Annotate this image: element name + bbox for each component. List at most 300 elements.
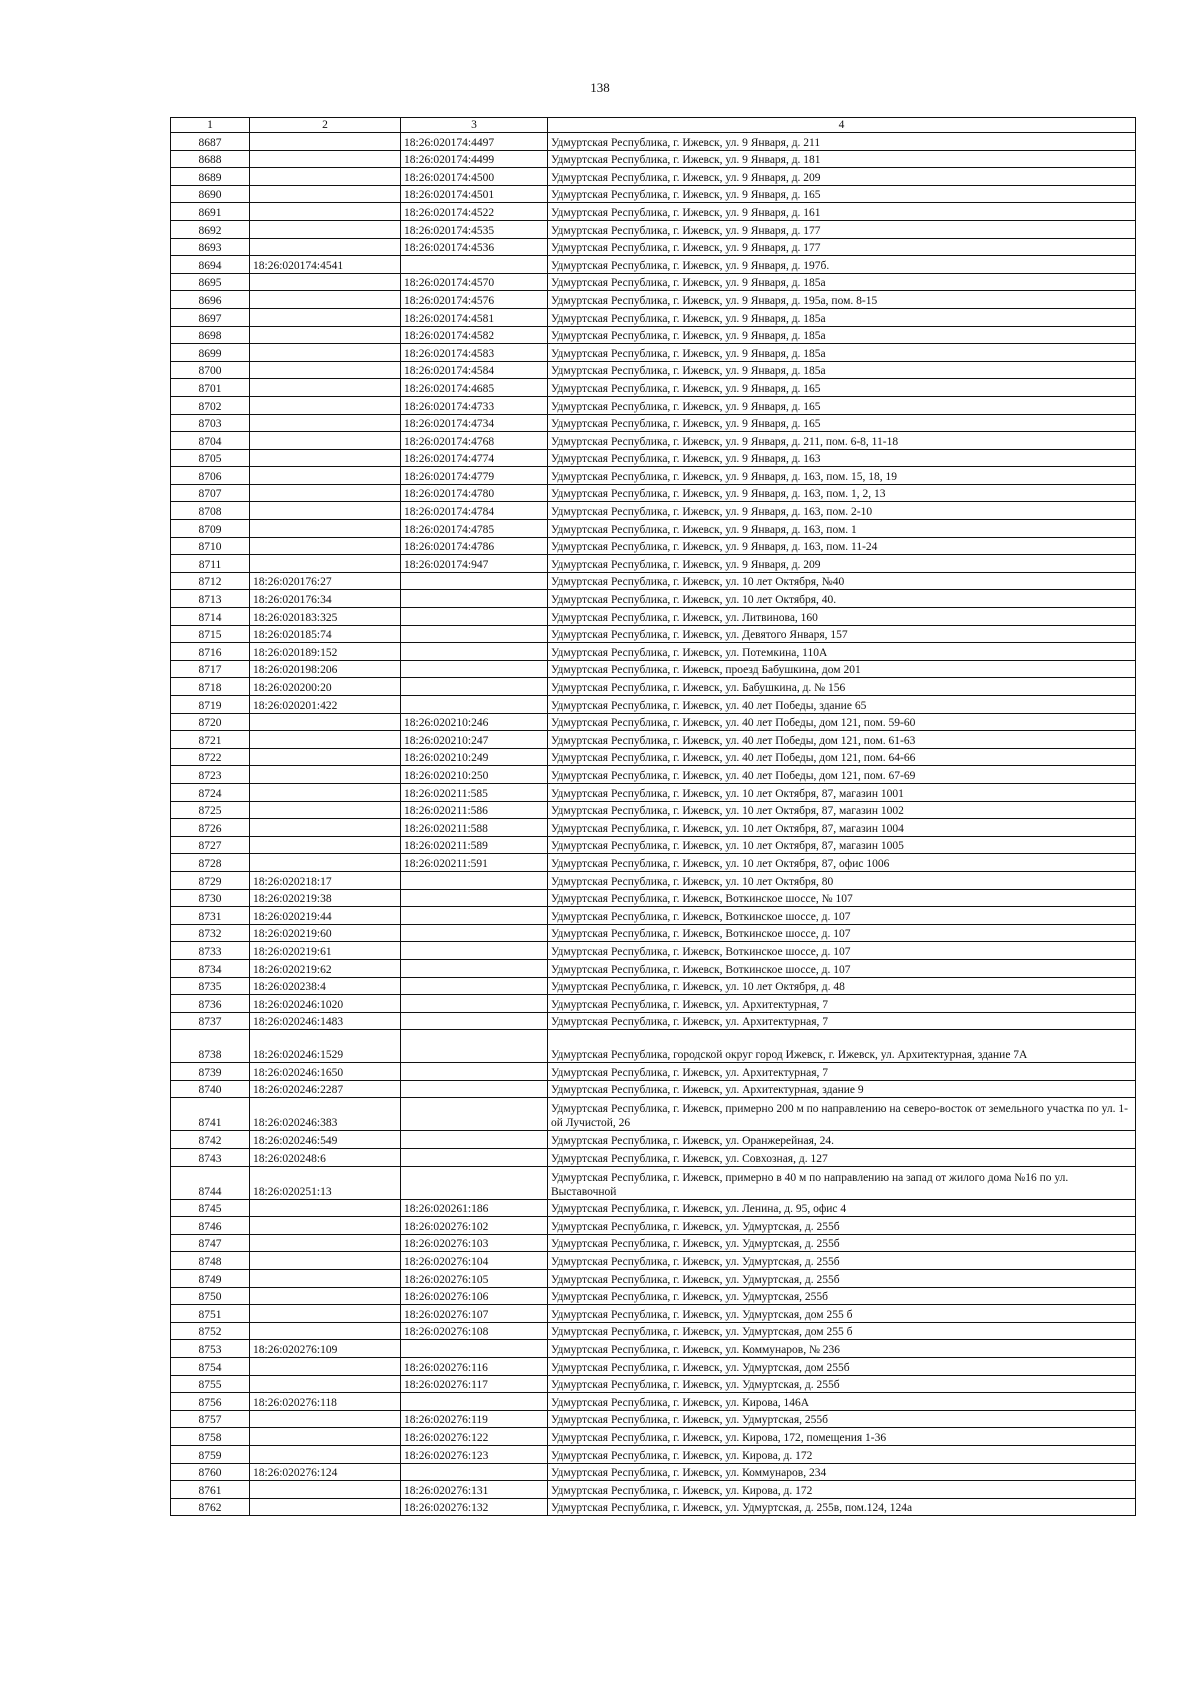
table-row [171,660,1136,678]
row-number-cell: 8747 [171,1234,250,1252]
cadastral-number-col2-cell: 18:26:020251:13 [250,1166,401,1199]
header-col-1: 1 [171,118,250,133]
cadastral-number-col2-cell [250,326,401,344]
address-cell: Удмуртская Республика, г. Ижевск, Воткинское шоссе, д. 107 [548,942,1136,960]
cadastral-number-col2-cell [250,766,401,784]
address-cell: Удмуртская Республика, г. Ижевск, ул. Удмуртская, дом 255 б [548,1305,1136,1323]
table-row [171,396,1136,414]
row-number-cell: 8754 [171,1358,250,1376]
address-cell: Удмуртская Республика, г. Ижевск, Воткинское шоссе, д. 107 [548,907,1136,925]
cadastral-number-col3-cell: 18:26:020261:186 [401,1199,548,1217]
cadastral-number-col3-cell: 18:26:020211:588 [401,819,548,837]
cadastral-number-col2-cell [250,396,401,414]
table-row [171,1463,1136,1481]
cadastral-number-col3-cell: 18:26:020210:250 [401,766,548,784]
address-cell: Удмуртская Республика, г. Ижевск, ул. 9 Января, д. 165 [548,414,1136,432]
cadastral-number-col3-cell: 18:26:020174:4582 [401,326,548,344]
table-row [171,1252,1136,1270]
row-number-cell: 8752 [171,1322,250,1340]
row-number-cell: 8745 [171,1199,250,1217]
cadastral-number-col3-cell: 18:26:020174:4581 [401,308,548,326]
cadastral-number-col3-cell: 18:26:020174:4786 [401,537,548,555]
table-row [171,344,1136,362]
row-number-cell: 8715 [171,625,250,643]
table-row [171,1305,1136,1323]
address-cell: Удмуртская Республика, г. Ижевск, проезд Бабушкина, дом 201 [548,660,1136,678]
table-row [171,713,1136,731]
table-row [171,1063,1136,1081]
cadastral-number-col2-cell: 18:26:020248:6 [250,1149,401,1167]
address-cell: Удмуртская Республика, г. Ижевск, ул. 10 лет Октября, 87, магазин 1001 [548,783,1136,801]
address-cell: Удмуртская Республика, г. Ижевск, ул. 9 Января, д. 211 [548,133,1136,151]
cadastral-number-col3-cell [401,572,548,590]
address-cell: Удмуртская Республика, г. Ижевск, ул. 10 лет Октября, 87, магазин 1004 [548,819,1136,837]
table-row [171,520,1136,538]
table-row [171,1340,1136,1358]
table-row [171,924,1136,942]
table-row [171,1322,1136,1340]
cadastral-number-col3-cell [401,924,548,942]
cadastral-number-col3-cell: 18:26:020211:589 [401,836,548,854]
row-number-cell: 8738 [171,1030,250,1063]
row-number-cell: 8706 [171,467,250,485]
table-row [171,238,1136,256]
cadastral-number-col3-cell: 18:26:020174:4570 [401,273,548,291]
row-number-cell: 8743 [171,1149,250,1167]
table-row [171,959,1136,977]
cadastral-number-col2-cell: 18:26:020219:38 [250,889,401,907]
header-col-3: 3 [401,118,548,133]
table-row [171,484,1136,502]
cadastral-number-col2-cell [250,291,401,309]
cadastral-number-col2-cell [250,220,401,238]
cadastral-number-col3-cell [401,977,548,995]
address-cell: Удмуртская Республика, г. Ижевск, ул. Литвинова, 160 [548,608,1136,626]
cadastral-number-col3-cell: 18:26:020174:4535 [401,220,548,238]
cadastral-number-col2-cell [250,168,401,186]
cadastral-number-col3-cell: 18:26:020210:247 [401,731,548,749]
cadastral-number-col2-cell: 18:26:020246:383 [250,1098,401,1131]
table-row [171,766,1136,784]
cadastral-number-col3-cell: 18:26:020174:4499 [401,150,548,168]
row-number-cell: 8758 [171,1428,250,1446]
row-number-cell: 8711 [171,555,250,573]
address-cell: Удмуртская Республика, г. Ижевск, примерно 200 м по направлению на северо-восток от земельного участка по ул. 1-ой Лучистой, 26 [548,1098,1136,1131]
row-number-cell: 8703 [171,414,250,432]
address-cell: Удмуртская Республика, г. Ижевск, ул. Удмуртская, д. 255б [548,1217,1136,1235]
address-cell: Удмуртская Республика, г. Ижевск, ул. 9 Января, д. 181 [548,150,1136,168]
cadastral-number-col3-cell [401,995,548,1013]
row-number-cell: 8749 [171,1270,250,1288]
table-row [171,1270,1136,1288]
address-cell: Удмуртская Республика, г. Ижевск, Воткинское шоссе, д. 107 [548,924,1136,942]
cadastral-number-col3-cell: 18:26:020174:4785 [401,520,548,538]
row-number-cell: 8760 [171,1463,250,1481]
header-col-4: 4 [548,118,1136,133]
cadastral-number-col2-cell [250,783,401,801]
cadastral-number-col2-cell [250,1217,401,1235]
row-number-cell: 8698 [171,326,250,344]
cadastral-number-col2-cell [250,502,401,520]
cadastral-number-col2-cell [250,432,401,450]
cadastral-number-col3-cell [401,942,548,960]
address-cell: Удмуртская Республика, г. Ижевск, ул. 40 лет Победы, дом 121, пом. 64-66 [548,748,1136,766]
cadastral-number-col3-cell: 18:26:020174:4784 [401,502,548,520]
row-number-cell: 8742 [171,1131,250,1149]
row-number-cell: 8725 [171,801,250,819]
table-row [171,467,1136,485]
table-row [171,783,1136,801]
table-row [171,625,1136,643]
table-row [171,203,1136,221]
cadastral-number-col2-cell [250,1481,401,1499]
row-number-cell: 8733 [171,942,250,960]
cadastral-number-col3-cell [401,256,548,274]
cadastral-number-col2-cell [250,1445,401,1463]
cadastral-number-col3-cell [401,871,548,889]
address-cell: Удмуртская Республика, г. Ижевск, ул. 40 лет Победы, дом 121, пом. 61-63 [548,731,1136,749]
table-row [171,1234,1136,1252]
table-row [171,889,1136,907]
cadastral-number-col3-cell [401,1149,548,1167]
cadastral-number-col3-cell: 18:26:020276:107 [401,1305,548,1323]
cadastral-number-col3-cell: 18:26:020276:104 [401,1252,548,1270]
cadastral-number-col3-cell: 18:26:020211:585 [401,783,548,801]
cadastral-number-col3-cell: 18:26:020276:123 [401,1445,548,1463]
row-number-cell: 8724 [171,783,250,801]
cadastral-number-col2-cell [250,836,401,854]
address-cell: Удмуртская Республика, г. Ижевск, ул. Коммунаров, 234 [548,1463,1136,1481]
row-number-cell: 8691 [171,203,250,221]
cadastral-number-col3-cell: 18:26:020174:4779 [401,467,548,485]
row-number-cell: 8697 [171,308,250,326]
cadastral-number-col2-cell [250,801,401,819]
cadastral-number-col3-cell: 18:26:020276:122 [401,1428,548,1446]
cadastral-number-col3-cell: 18:26:020276:116 [401,1358,548,1376]
cadastral-number-col3-cell [401,1131,548,1149]
address-cell: Удмуртская Республика, г. Ижевск, ул. 9 Января, д. 163, пом. 2-10 [548,502,1136,520]
address-cell: Удмуртская Республика, г. Ижевск, ул. 9 Января, д. 195а, пом. 8-15 [548,291,1136,309]
row-number-cell: 8723 [171,766,250,784]
cadastral-number-col2-cell [250,520,401,538]
row-number-cell: 8696 [171,291,250,309]
table-body [171,133,1136,1516]
row-number-cell: 8735 [171,977,250,995]
row-number-cell: 8702 [171,396,250,414]
row-number-cell: 8700 [171,361,250,379]
address-cell: Удмуртская Республика, г. Ижевск, ул. 10 лет Октября, 80 [548,871,1136,889]
table-row [171,1445,1136,1463]
row-number-cell: 8708 [171,502,250,520]
table-row [171,326,1136,344]
address-cell: Удмуртская Республика, г. Ижевск, ул. 9 Января, д. 197б. [548,256,1136,274]
row-number-cell: 8687 [171,133,250,151]
cadastral-number-col2-cell: 18:26:020246:1483 [250,1012,401,1030]
cadastral-number-col2-cell [250,1322,401,1340]
address-cell: Удмуртская Республика, г. Ижевск, ул. 40 лет Победы, дом 121, пом. 67-69 [548,766,1136,784]
table-row [171,1428,1136,1446]
address-cell: Удмуртская Республика, г. Ижевск, ул. Удмуртская, 255б [548,1287,1136,1305]
cadastral-number-col2-cell [250,133,401,151]
table-row [171,748,1136,766]
cadastral-number-col2-cell [250,150,401,168]
row-number-cell: 8722 [171,748,250,766]
table-row [171,1375,1136,1393]
table-row [171,1393,1136,1411]
table-row [171,1358,1136,1376]
cadastral-number-col2-cell [250,1358,401,1376]
cadastral-number-col3-cell [401,696,548,714]
table-row [171,256,1136,274]
row-number-cell: 8730 [171,889,250,907]
address-cell: Удмуртская Республика, г. Ижевск, ул. 40 лет Победы, дом 121, пом. 59-60 [548,713,1136,731]
cadastral-number-col2-cell: 18:26:020189:152 [250,643,401,661]
cadastral-number-col2-cell [250,1252,401,1270]
cadastral-number-col2-cell: 18:26:020276:109 [250,1340,401,1358]
cadastral-number-col2-cell [250,379,401,397]
row-number-cell: 8744 [171,1166,250,1199]
table-row [171,1217,1136,1235]
address-cell: Удмуртская Республика, г. Ижевск, ул. 9 Января, д. 163, пом. 15, 18, 19 [548,467,1136,485]
row-number-cell: 8737 [171,1012,250,1030]
cadastral-number-col3-cell: 18:26:020174:947 [401,555,548,573]
address-cell: Удмуртская Республика, г. Ижевск, ул. 9 Января, д. 165 [548,185,1136,203]
cadastral-number-col2-cell [250,1234,401,1252]
address-cell: Удмуртская Республика, г. Ижевск, ул. 9 Января, д. 163, пом. 1 [548,520,1136,538]
address-cell: Удмуртская Республика, г. Ижевск, ул. Архитектурная, 7 [548,1063,1136,1081]
row-number-cell: 8748 [171,1252,250,1270]
row-number-cell: 8718 [171,678,250,696]
cadastral-number-col2-cell: 18:26:020176:34 [250,590,401,608]
cadastral-number-col2-cell [250,1410,401,1428]
table-row [171,449,1136,467]
cadastral-number-col2-cell [250,748,401,766]
cadastral-number-col3-cell: 18:26:020174:4501 [401,185,548,203]
address-cell: Удмуртская Республика, г. Ижевск, Воткинское шоссе, № 107 [548,889,1136,907]
row-number-cell: 8701 [171,379,250,397]
cadastral-number-col3-cell: 18:26:020211:591 [401,854,548,872]
table-row [171,291,1136,309]
cadastral-number-col3-cell [401,1063,548,1081]
table-row [171,731,1136,749]
address-cell: Удмуртская Республика, г. Ижевск, ул. Бабушкина, д. № 156 [548,678,1136,696]
table-row [171,414,1136,432]
cadastral-number-col3-cell: 18:26:020276:132 [401,1498,548,1516]
table-row [171,1498,1136,1516]
row-number-cell: 8714 [171,608,250,626]
cadastral-number-col2-cell: 18:26:020219:44 [250,907,401,925]
cadastral-number-col3-cell [401,1030,548,1063]
cadastral-number-col3-cell [401,625,548,643]
cadastral-number-col3-cell: 18:26:020174:4500 [401,168,548,186]
address-cell: Удмуртская Республика, г. Ижевск, ул. 10 лет Октября, 87, офис 1006 [548,854,1136,872]
table-row [171,1131,1136,1149]
row-number-cell: 8710 [171,537,250,555]
cadastral-number-col3-cell: 18:26:020174:4522 [401,203,548,221]
row-number-cell: 8755 [171,1375,250,1393]
table-row [171,1098,1136,1131]
address-cell: Удмуртская Республика, г. Ижевск, ул. Удмуртская, д. 255в, пом.124, 124а [548,1498,1136,1516]
row-number-cell: 8750 [171,1287,250,1305]
cadastral-number-col2-cell [250,1199,401,1217]
address-cell: Удмуртская Республика, г. Ижевск, ул. 9 Января, д. 185а [548,361,1136,379]
row-number-cell: 8731 [171,907,250,925]
cadastral-number-col3-cell [401,889,548,907]
cadastral-number-col2-cell: 18:26:020185:74 [250,625,401,643]
cadastral-number-col2-cell [250,1270,401,1288]
cadastral-number-col3-cell: 18:26:020174:4497 [401,133,548,151]
cadastral-number-col3-cell [401,678,548,696]
cadastral-number-col3-cell: 18:26:020174:4583 [401,344,548,362]
cadastral-number-col3-cell: 18:26:020174:4774 [401,449,548,467]
table-row [171,608,1136,626]
cadastral-number-col2-cell: 18:26:020174:4541 [250,256,401,274]
table-row [171,801,1136,819]
address-cell: Удмуртская Республика, г. Ижевск, ул. 10 лет Октября, №40 [548,572,1136,590]
table-row [171,150,1136,168]
cadastral-number-col3-cell [401,660,548,678]
address-cell: Удмуртская Республика, г. Ижевск, ул. Архитектурная, 7 [548,995,1136,1013]
table-row [171,502,1136,520]
cadastral-number-col3-cell [401,1098,548,1131]
row-number-cell: 8709 [171,520,250,538]
address-cell: Удмуртская Республика, г. Ижевск, ул. Ленина, д. 95, офис 4 [548,1199,1136,1217]
cadastral-number-col2-cell [250,414,401,432]
table-row [171,1149,1136,1167]
cadastral-number-col3-cell: 18:26:020174:4733 [401,396,548,414]
cadastral-number-col2-cell: 18:26:020201:422 [250,696,401,714]
cadastral-number-col2-cell [250,449,401,467]
row-number-cell: 8719 [171,696,250,714]
cadastral-number-col3-cell [401,643,548,661]
address-cell: Удмуртская Республика, г. Ижевск, ул. 9 Января, д. 165 [548,396,1136,414]
address-cell: Удмуртская Республика, г. Ижевск, ул. 9 Января, д. 163 [548,449,1136,467]
row-number-cell: 8736 [171,995,250,1013]
row-number-cell: 8717 [171,660,250,678]
cadastral-number-col2-cell: 18:26:020219:60 [250,924,401,942]
cadastral-number-col3-cell: 18:26:020210:246 [401,713,548,731]
row-number-cell: 8704 [171,432,250,450]
row-number-cell: 8705 [171,449,250,467]
cadastral-number-col2-cell [250,555,401,573]
cadastral-number-col2-cell [250,1287,401,1305]
address-cell: Удмуртская Республика, г. Ижевск, ул. Потемкина, 110А [548,643,1136,661]
table-header-row [171,118,1136,133]
cadastral-number-col2-cell: 18:26:020246:1020 [250,995,401,1013]
row-number-cell: 8688 [171,150,250,168]
table-row [171,678,1136,696]
cadastral-number-col3-cell: 18:26:020276:108 [401,1322,548,1340]
row-number-cell: 8727 [171,836,250,854]
row-number-cell: 8689 [171,168,250,186]
cadastral-number-col2-cell: 18:26:020246:1529 [250,1030,401,1063]
cadastral-number-col3-cell: 18:26:020174:4685 [401,379,548,397]
table-row [171,555,1136,573]
registry-table [170,117,1136,1516]
row-number-cell: 8739 [171,1063,250,1081]
row-number-cell: 8713 [171,590,250,608]
row-number-cell: 8734 [171,959,250,977]
cadastral-number-col3-cell: 18:26:020211:586 [401,801,548,819]
row-number-cell: 8720 [171,713,250,731]
table-row [171,590,1136,608]
address-cell: Удмуртская Республика, г. Ижевск, ул. 9 Января, д. 185а [548,344,1136,362]
row-number-cell: 8707 [171,484,250,502]
cadastral-number-col2-cell [250,819,401,837]
row-number-cell: 8692 [171,220,250,238]
table-row [171,871,1136,889]
table-row [171,836,1136,854]
address-cell: Удмуртская Республика, г. Ижевск, ул. 10 лет Октября, 87, магазин 1002 [548,801,1136,819]
cadastral-number-col2-cell [250,1428,401,1446]
table-row [171,572,1136,590]
address-cell: Удмуртская Республика, г. Ижевск, ул. 9 Января, д. 177 [548,238,1136,256]
address-cell: Удмуртская Республика, г. Ижевск, ул. 9 Января, д. 185а [548,326,1136,344]
table-row [171,1012,1136,1030]
table-row [171,432,1136,450]
cadastral-number-col3-cell [401,1340,548,1358]
table-row [171,977,1136,995]
cadastral-number-col2-cell: 18:26:020198:206 [250,660,401,678]
table-row [171,1287,1136,1305]
row-number-cell: 8757 [171,1410,250,1428]
cadastral-number-col2-cell: 18:26:020219:61 [250,942,401,960]
table-row [171,854,1136,872]
cadastral-number-col3-cell: 18:26:020276:117 [401,1375,548,1393]
cadastral-number-col3-cell [401,590,548,608]
cadastral-number-col3-cell [401,907,548,925]
address-cell: Удмуртская Республика, г. Ижевск, ул. Оранжерейная, 24. [548,1131,1136,1149]
address-cell: Удмуртская Республика, г. Ижевск, ул. Удмуртская, 255б [548,1410,1136,1428]
address-cell: Удмуртская Республика, г. Ижевск, ул. Кирова, д. 172 [548,1481,1136,1499]
address-cell: Удмуртская Республика, г. Ижевск, ул. 9 Января, д. 209 [548,168,1136,186]
table-row [171,942,1136,960]
address-cell: Удмуртская Республика, г. Ижевск, ул. 9 Января, д. 165 [548,379,1136,397]
cadastral-number-col3-cell: 18:26:020276:106 [401,1287,548,1305]
cadastral-number-col2-cell [250,273,401,291]
table-row [171,995,1136,1013]
cadastral-number-col2-cell [250,484,401,502]
cadastral-number-col3-cell: 18:26:020276:103 [401,1234,548,1252]
table-row [171,907,1136,925]
cadastral-number-col2-cell [250,308,401,326]
address-cell: Удмуртская Республика, г. Ижевск, ул. Совхозная, д. 127 [548,1149,1136,1167]
table-row [171,643,1136,661]
row-number-cell: 8751 [171,1305,250,1323]
cadastral-number-col2-cell: 18:26:020219:62 [250,959,401,977]
table-row [171,185,1136,203]
page-number: 138 [590,80,610,95]
table-row [171,379,1136,397]
cadastral-number-col2-cell: 18:26:020238:4 [250,977,401,995]
cadastral-number-col2-cell [250,185,401,203]
cadastral-number-col2-cell: 18:26:020200:20 [250,678,401,696]
row-number-cell: 8729 [171,871,250,889]
address-cell: Удмуртская Республика, г. Ижевск, ул. 9 Января, д. 163, пом. 11-24 [548,537,1136,555]
row-number-cell: 8726 [171,819,250,837]
address-cell: Удмуртская Республика, г. Ижевск, ул. Коммунаров, № 236 [548,1340,1136,1358]
address-cell: Удмуртская Республика, г. Ижевск, ул. 9 Января, д. 211, пом. 6-8, 11-18 [548,432,1136,450]
cadastral-number-col2-cell [250,854,401,872]
row-number-cell: 8694 [171,256,250,274]
address-cell: Удмуртская Республика, г. Ижевск, ул. 9 Января, д. 161 [548,203,1136,221]
row-number-cell: 8716 [171,643,250,661]
address-cell: Удмуртская Республика, г. Ижевск, ул. Девятого Января, 157 [548,625,1136,643]
row-number-cell: 8712 [171,572,250,590]
address-cell: Удмуртская Республика, г. Ижевск, ул. Удмуртская, д. 255б [548,1234,1136,1252]
cadastral-number-col3-cell [401,1393,548,1411]
cadastral-number-col2-cell: 18:26:020276:118 [250,1393,401,1411]
